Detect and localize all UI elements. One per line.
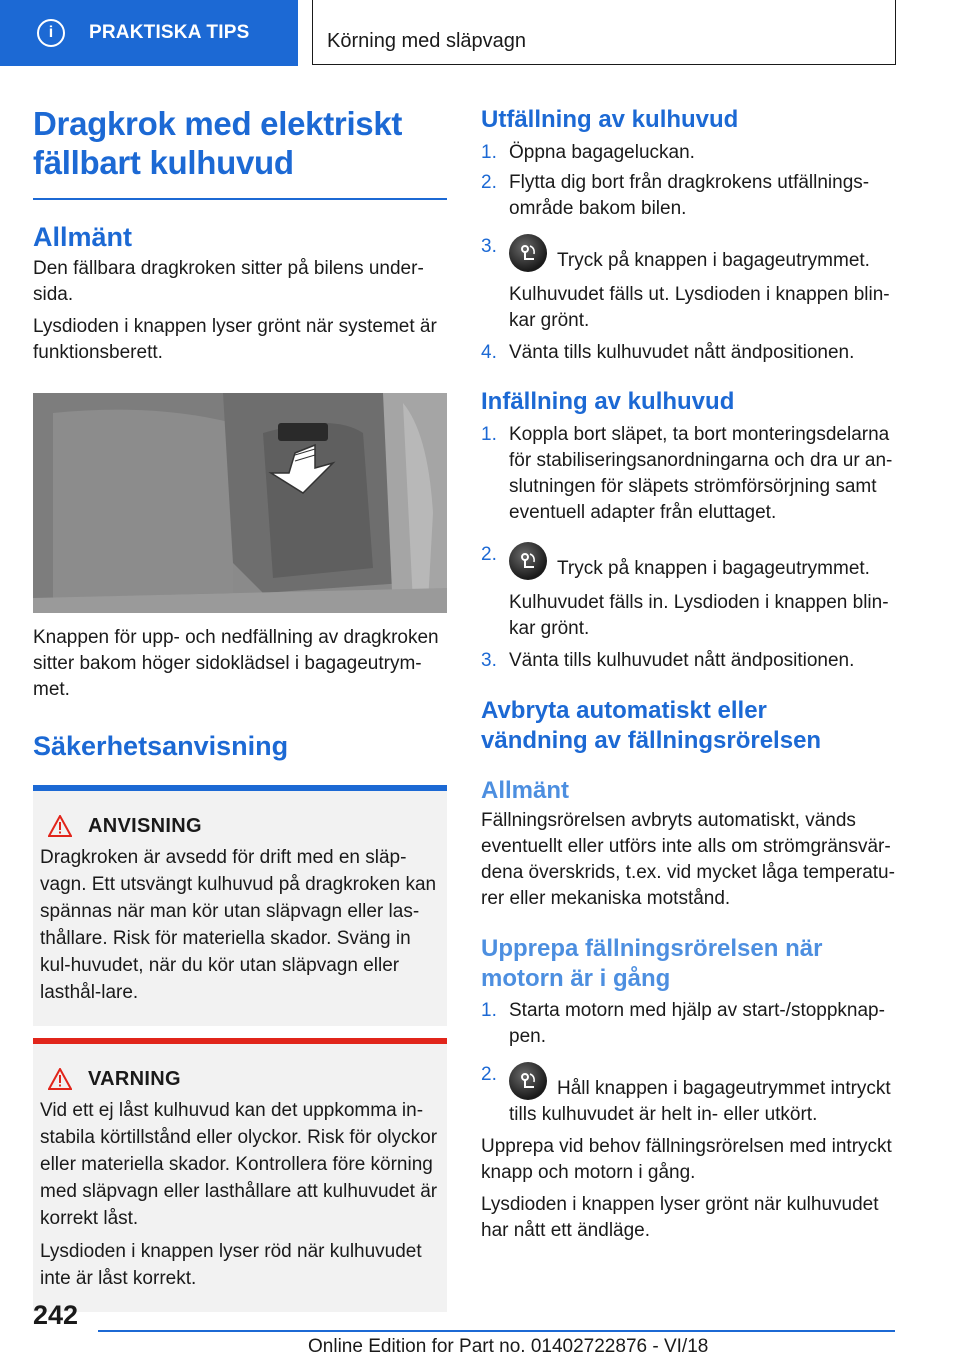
page-number: 242 [33, 1300, 79, 1330]
list-item: 2. Tryck på knappen i bagageutrymmet. Kulhuvudet fälls in. Lysdioden i knappen blin-kar grönt. [481, 542, 897, 642]
avbryta-heading-line1: Avbryta automatiskt eller [481, 697, 767, 724]
right-column [481, 104, 897, 1244]
warning-title: VARNING [88, 1067, 181, 1090]
infallning-steps [481, 422, 897, 674]
edition-text: Online Edition for Part no. 01402722876 - VI/18 [308, 1336, 709, 1357]
warning-text-2: Lysdioden i knappen lyser röd när kulhuvudet inte är låst korrekt. [40, 1240, 422, 1289]
photo-caption: Knappen för upp- och nedfällning av dragkroken sitter bakom höger sidoklädsel i bagageutrym-met. [33, 626, 439, 700]
tow-hitch-button-icon [509, 542, 547, 580]
page-title [33, 104, 447, 182]
infallning-step2-note: Kulhuvudet fälls in. Lysdioden i knappen blin-kar grönt. [509, 592, 889, 639]
info-icon: i [37, 19, 65, 47]
warning-box [33, 1044, 447, 1312]
avbryta-subheading: Allmänt [481, 777, 570, 804]
chapter-header [312, 0, 896, 65]
notice-title: ANVISNING [88, 814, 202, 837]
avbryta-heading [481, 696, 897, 756]
page-title-line2: fällbart kulhuvud [33, 144, 294, 181]
avbryta-heading-line2: vändning av fällningsrörelsen [481, 727, 822, 754]
utfallning-heading: Utfällning av kulhuvud [481, 106, 739, 133]
list-item: 3. Tryck på knappen i bagageutrymmet. Kulhuvudet fälls ut. Lysdioden i knappen blin-kar grönt. [481, 234, 897, 334]
notice-title-row [48, 815, 439, 838]
infallning-heading: Infällning av kulhuvud [481, 388, 735, 415]
safety-heading: Säkerhetsanvisning [33, 730, 289, 761]
upprepa-heading-line1: Upprepa fällningsrörelsen när [481, 935, 823, 962]
list-item: 2. Flytta dig bort från dragkrokens utfällnings-område bakom bilen. [481, 172, 870, 219]
warning-triangle-icon [48, 1068, 72, 1090]
warning-text-1: Vid ett ej låst kulhuvud kan det uppkomma in-stabila körtillstånd eller olyckor. Risk för olyckor eller materiella skador. Kontrollera före körning med släpvagn eller lasthållare att kulhuvudet är korrekt låst. [40, 1099, 438, 1229]
notice-box [33, 791, 447, 1026]
upprepa-paragraph-2: Lysdioden i knappen lyser grönt när kulhuvudet har nått ett ändläge. [481, 1194, 879, 1241]
trunk-illustration [33, 393, 447, 613]
avbryta-text: Fällningsrörelsen avbryts automatiskt, vänds eventuellt eller utförs inte alls om strömgränsvär-dena överskrids, t.ex. vid mycket låga temperatu-rer eller mekaniska motstånd. [481, 810, 895, 909]
upprepa-heading-line2: motorn är i gång [481, 965, 671, 992]
warning-title-row [48, 1068, 439, 1091]
allmant-heading: Allmänt [33, 221, 133, 252]
allmant-paragraph-1: Den fällbara dragkroken sitter på bilens under-sida. [33, 257, 424, 305]
warning-triangle-icon [48, 815, 72, 837]
chapter-title: Körning med släpvagn [327, 30, 527, 52]
list-item: 1. Koppla bort släpet, ta bort monteringsdelarna för stabiliseringsanordningarna och dra ur an-slutningen för släpets strömförsörjning samt eventuell adapter från eluttaget. [481, 424, 893, 523]
footer-rule [98, 1330, 895, 1332]
tow-hitch-button-icon [509, 1062, 547, 1100]
list-item: 1. Öppna bagageluckan. [481, 142, 695, 163]
list-item: 1. Starta motorn med hjälp av start-/stoppknap-pen. [481, 1000, 885, 1047]
page-title-line1: Dragkrok med elektriskt [33, 105, 403, 142]
section-label: PRAKTISKA TIPS [89, 22, 250, 43]
section-tab [0, 0, 298, 66]
title-rule [33, 198, 447, 200]
list-item: 4. Vänta tills kulhuvudet nått ändpositionen. [481, 342, 855, 363]
upprepa-steps [481, 998, 897, 1128]
trunk-photo [33, 393, 447, 613]
tow-hitch-button-icon [509, 234, 547, 272]
upprepa-paragraph-1: Upprepa vid behov fällningsrörelsen med intryckt knapp och motorn i gång. [481, 1136, 892, 1183]
utfallning-step3-note: Kulhuvudet fälls ut. Lysdioden i knappen blin-kar grönt. [509, 284, 890, 331]
left-column [33, 104, 447, 1312]
list-item: 3. Vänta tills kulhuvudet nått ändpositionen. [481, 650, 855, 671]
upprepa-heading [481, 934, 897, 994]
utfallning-steps [481, 140, 897, 366]
list-item: 2. Håll knappen i bagageutrymmet intryckt tills kulhuvudet är helt in- eller utkört. [481, 1064, 891, 1125]
allmant-paragraph-2: Lysdioden i knappen lyser grönt när systemet är funktionsberett. [33, 315, 437, 363]
notice-text: Dragkroken är avsedd för drift med en släp-vagn. Ett utsvängt kulhuvud på dragkroken kan spännas när man kör utan släpvagn eller las-thållare. Risk för materiella skador. Sväng in kul-huvudet, när du kör utan släpvagn eller lasthål-lare. [40, 846, 437, 1003]
